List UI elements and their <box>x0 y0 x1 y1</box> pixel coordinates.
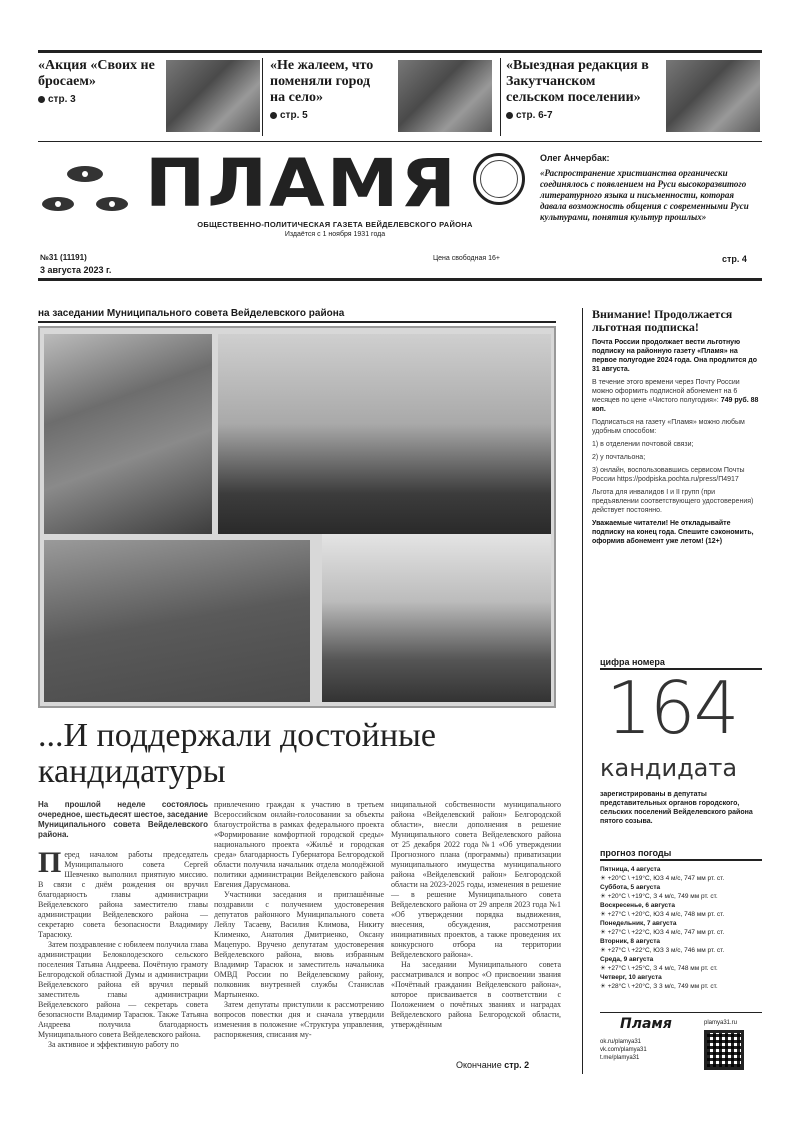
article-column-2: привлечению граждан к участию в третьем Всероссийском онлайн-голосовании за объекты благоустройства в рамках федерального проекта «Формирование комфортной городской среды» национального проекта «Жильё и городская среда» благодарность Губернатора Белгородской области получила начальник отдела молодёжной политики администрации Вейделевского района Евгения Дарусманова. Участники заседания и приглашённые поздравили с получением удостоверения депутатов районного Муниципального совета Лейлу Тасаеву, Василия Климова, Никиту Клименко, Анатолия Дмитриенко, Оксану Мацепуро. Вручено депутатам удостоверения Вейделевского района, вновь избранным Владимир Тарасюк и заместитель начальника ОМВД России по Вейделевскому району, полковник внутренней службы Станислав Мартыненко. Затем депутаты приступили к рассмотрению вопросов повестки дня и сначала утвердили изменения в положение «Структура управления, распоряжения, списания му- <box>214 800 384 1039</box>
newspaper-subtitle: ОБЩЕСТВЕННО-ПОЛИТИЧЕСКАЯ ГАЗЕТА ВЕЙДЕЛЕВСКОГО РАЙОНА <box>197 220 473 229</box>
weather-day: Среда, 9 августа ☀ +27°С \ +25°С, З 4 м/с, 748 мм рт. ст. <box>600 956 718 972</box>
teaser-title: «Акция «Своих не бросаем» <box>38 58 155 89</box>
photo-collage <box>38 326 556 708</box>
footer-site[interactable]: plamya31.ru <box>704 1020 738 1026</box>
quote-page-ref[interactable]: стр. 4 <box>722 254 747 264</box>
teaser-page: стр. 6-7 <box>506 110 762 121</box>
teaser-photo <box>666 60 760 132</box>
newspaper-logo: ПЛАМЯ <box>145 144 458 222</box>
award-seal-icon <box>473 153 525 205</box>
price-note: Цена свободная 16+ <box>432 255 500 262</box>
bullet-icon <box>506 112 513 119</box>
section-label: на заседании Муниципального совета Вейделевского района <box>38 308 345 319</box>
teaser-page: стр. 5 <box>270 110 496 121</box>
founded-line: Издаётся с 1 ноября 1931 года <box>284 231 386 238</box>
photo-presidium <box>218 334 551 534</box>
top-rule <box>38 50 762 53</box>
continued-ref[interactable]: Окончание стр. 2 <box>456 1060 530 1070</box>
article-column-1: На прошлой неделе состоялось очередное, шестьдесят шестое, заседание Муниципального совета Вейделевского района. Перед началом работы председатель Муниципального совета Сергей Шевченко выполнил приятную миссию. В связи с днём рождения он вручил благодарность главы администрации Вейделевского района заместителю главы администрации Вейделевского района — секретарю совета безопасности Владимиру Тарасюку. Затем поздравление с юбилеем получила глава администрации Белоколодезского сельского поселения Татьяна Андреева. Почётную грамоту Белгородской областной Думы и администрации Вейделевского района ей вручил первый заместитель главы администрации Вейделевского района — секретарь совета безопасности Владимир Тарасюк. Также Татьяна Андреева получила благодарность Муниципального совета Вейделевского района. За активное и эффективную работу по <box>38 800 208 1049</box>
weather-day: Суббота, 5 августа ☀ +20°С \ +19°С, З 4 м/с, 749 мм рт. ст. <box>600 884 718 900</box>
sidebar-divider <box>582 308 583 1074</box>
subscription-box: Внимание! Продолжается льготная подписка! Почта России продолжает вести льготную подписку на районную газету «Пламя» на первое полугодие 2024 года. Она продлится до 31 августа. В течение этого времени через Почту России можно оформить подписной абонемент на 6 месяцев по цене «Чистого полугодия»: 749 руб. 88 коп. Подписаться на газету «Пламя» можно любым удобным способом: 1) в отделении почтовой связи; 2) у почтальона; 3) онлайн, воспользовавшись сервисом Почты России https://podpiska.pochta.ru/press/П4917 Льгота для инвалидов I и II групп (при предъявлении соответствующего удостоверения) действует постоянно. Уважаемые читатели! Не откладывайте подписку на конец года. Спешите сэкономить, оформив абонемент уже летом! (12+) <box>592 308 762 546</box>
masthead-bottom-rule <box>38 278 762 281</box>
bullet-icon <box>270 112 277 119</box>
issue-date: 3 августа 2023 г. <box>40 265 112 275</box>
teaser-1[interactable] <box>38 58 260 136</box>
flowers-emblem-icon <box>40 160 130 220</box>
footer-logo: Пламя <box>620 1016 672 1032</box>
subscription-title: Внимание! Продолжается льготная подписка! <box>592 307 733 334</box>
article-column-3: ниципальной собственности муниципального района «Вейделевский район» Белгородской области», внесли дополнения в решение Муниципального совета Вейделевского района от 25 декабря 2022 года №1 «Об утверждении Прогнозного плана (программы) приватизации муниципального имущества муниципального района «Вейделевский район» Белгородской области на 2023-2025 годы, изменения в решение — в решение Муниципального совета Вейделевского района от 29 апреля 2023 года №1 «Об утверждении порядка выдвижения, внесения, обсуждения, рассмотрения инициативных проектов, а также проведения их конкурсного отбора на территории Вейделевского района». На заседании Муниципального совета рассматривался и вопрос «О присвоении звания «Почётный гражданин Вейделевского района», которое присваивается в соответствии с Положением о почётных званиях и наградах Вейделевского района Белгородской области, утверждённым <box>391 800 561 1029</box>
weather-rule <box>600 859 762 861</box>
social-links <box>600 1038 647 1062</box>
section-rule <box>38 321 556 323</box>
article-lede: На прошлой неделе состоялось очередное, шестьдесят шестое, заседание Муниципального совета Вейделевского района. <box>38 800 208 839</box>
weather-day: Понедельник, 7 августа ☀ +27°С \ +22°С, ЮЗ 4 м/с, 747 мм рт. ст. <box>600 920 725 936</box>
drop-cap: П <box>38 846 62 879</box>
teaser-page: стр. 3 <box>38 94 260 105</box>
teaser-bottom-rule <box>38 141 762 142</box>
social-link-ok[interactable]: ok.ru/plamya31 <box>600 1039 642 1045</box>
teaser-title: «Не жалеем, что поменяли город на село» <box>270 58 374 105</box>
teaser-title: «Выездная редакция в Закутчанском сельском поселении» <box>506 58 649 105</box>
teaser-2[interactable] <box>270 58 496 136</box>
subscription-link[interactable]: 3) онлайн, воспользовавшись сервисом Почты России https://podpiska.pochta.ru/press/П4917 <box>592 467 745 483</box>
social-link-vk[interactable]: vk.com/plamya31 <box>600 1047 647 1053</box>
big-number-word: кандидата <box>600 754 738 782</box>
footer-brand <box>600 1012 762 1072</box>
qr-code-icon[interactable] <box>704 1030 744 1070</box>
teaser-divider <box>262 58 263 136</box>
photo-audience <box>44 540 310 702</box>
weather-day: Воскресенье, 6 августа ☀ +27°С \ +20°С, ЮЗ 4 м/с, 748 мм рт. ст. <box>600 902 725 918</box>
number-label: цифра номера <box>600 657 665 667</box>
quote-text: «Распространение христианства органически соединялось с появлением на Руси высокоразвитого литературного языка и письменности, которая давала возможность общения с современными Руси культурами, понятия культур прошлых» <box>540 168 749 222</box>
photo-awardees <box>44 334 212 534</box>
bullet-icon <box>38 96 45 103</box>
social-link-telegram[interactable]: t.me/plamya31 <box>600 1055 640 1061</box>
teaser-photo <box>398 60 492 132</box>
weather-day: Пятница, 4 августа ☀ +20°С \ +19°С, ЮЗ 4 м/с, 747 мм рт. ст. <box>600 866 725 882</box>
teaser-divider <box>500 58 501 136</box>
big-number: 164 <box>606 666 738 750</box>
weather-label: прогноз погоды <box>600 848 672 858</box>
footer-rule <box>600 1012 762 1013</box>
teaser-3[interactable] <box>506 58 762 136</box>
weather-day: Четверг, 10 августа ☀ +28°С \ +20°С, З 3 м/с, 749 мм рт. ст. <box>600 974 718 990</box>
article-headline: ...И поддержали достойные кандидатуры <box>38 717 436 790</box>
number-description: зарегистрированы в депутаты представительных органов городского, сельских поселений Вейделевского района пятого созыва. <box>600 791 753 825</box>
teaser-photo <box>166 60 260 132</box>
quote-author: Олег Анчербак: <box>540 153 610 163</box>
weather-day: Вторник, 8 августа ☀ +27°С \ +22°С, ЮЗ 3 м/с, 746 мм рт. ст. <box>600 938 725 954</box>
weather-forecast <box>600 865 760 991</box>
photo-group <box>322 534 551 702</box>
issue-number: №31 (11191) <box>40 253 87 262</box>
